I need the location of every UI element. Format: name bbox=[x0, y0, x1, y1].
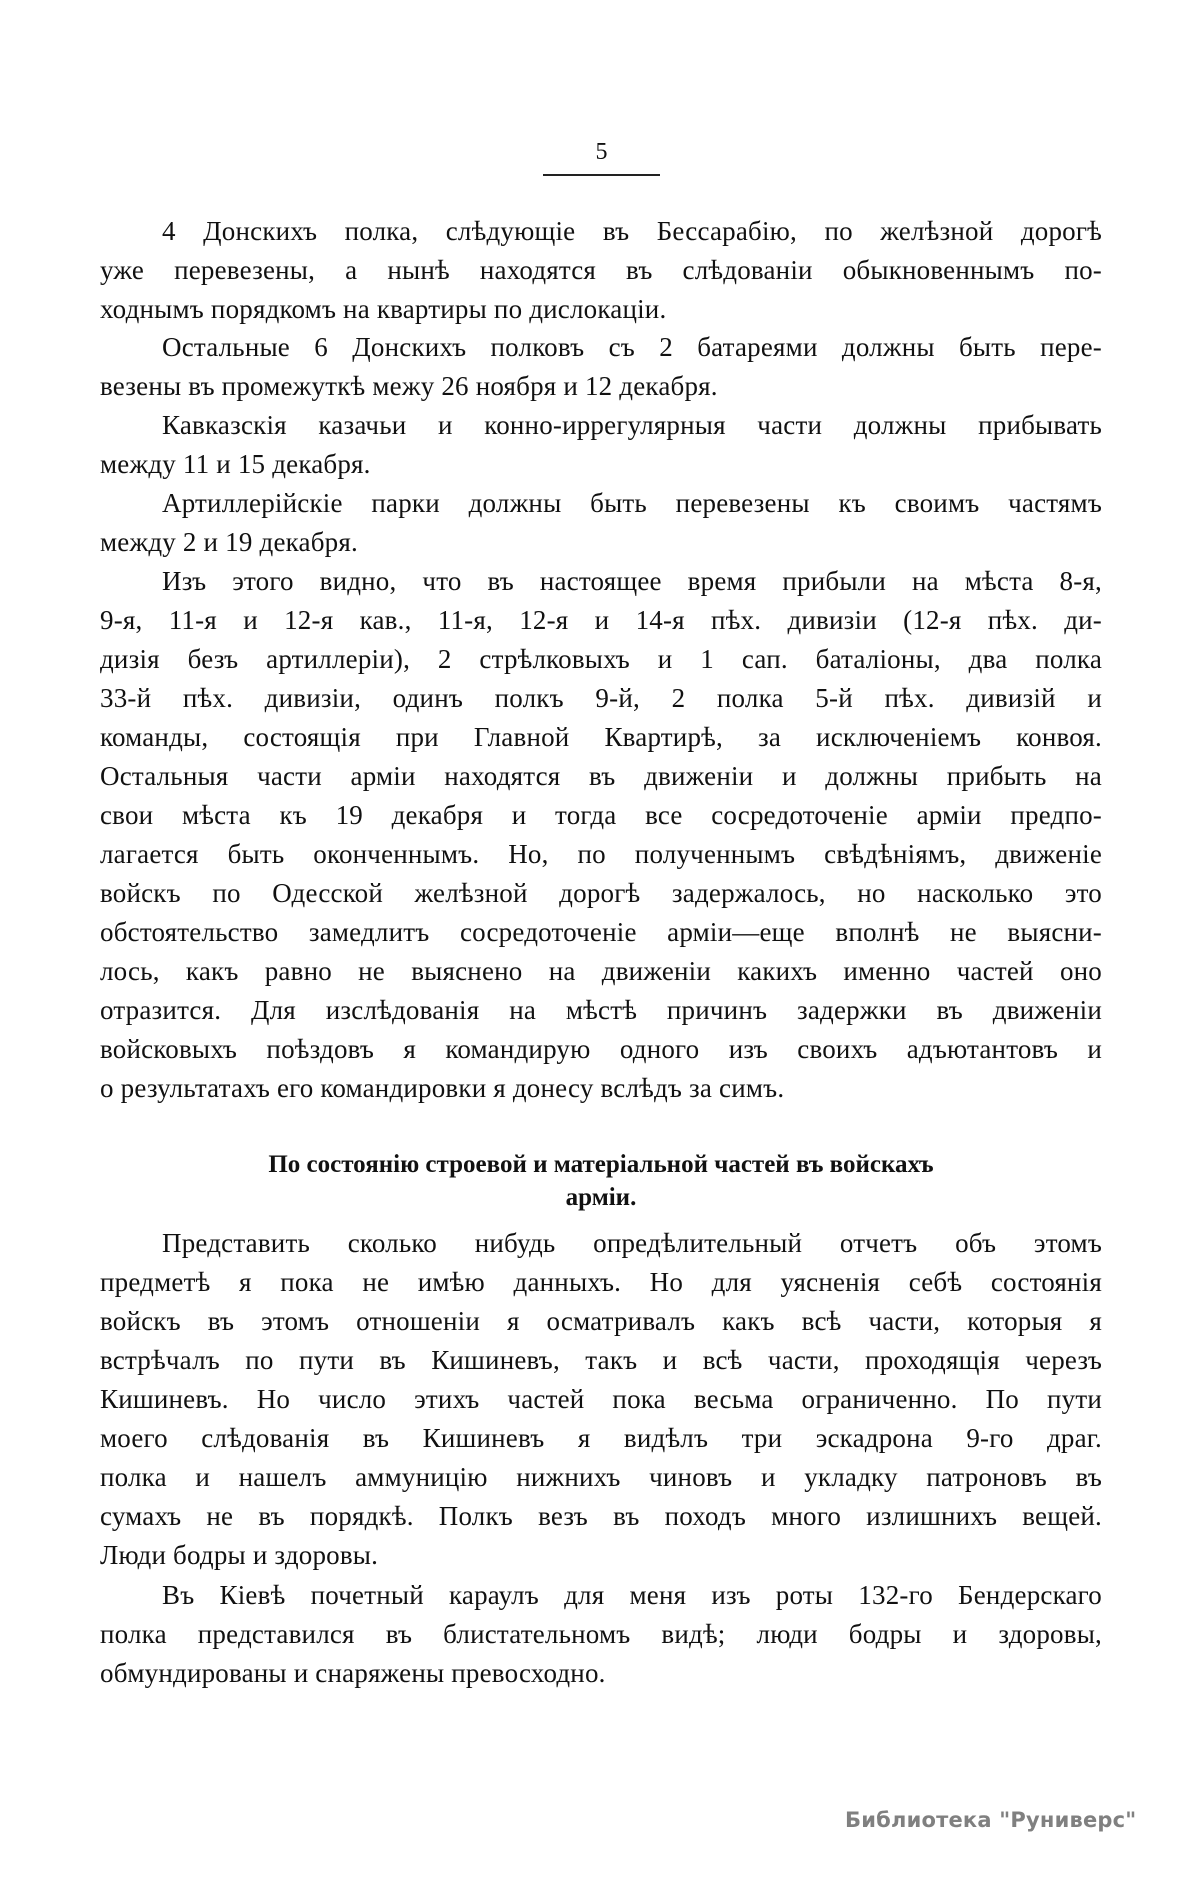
paragraph-4 bbox=[100, 484, 1102, 562]
text-line: 33-й пѣх. дивизіи, одинъ полкъ 9-й, 2 полка 5-й пѣх. дивизій и bbox=[100, 683, 1102, 713]
text-line: войскъ въ этомъ отношеніи я осматривалъ какъ всѣ части, которыя я bbox=[100, 1306, 1102, 1336]
paragraph-5 bbox=[100, 562, 1102, 1108]
paragraph-2 bbox=[100, 328, 1102, 406]
text-line: 9-я, 11-я и 12-я кав., 11-я, 12-я и 14-я пѣх. дивизіи (12-я пѣх. ди- bbox=[100, 605, 1102, 635]
text-line: обстоятельство замедлитъ сосредоточеніе арміи—еще вполнѣ не выясни- bbox=[100, 917, 1102, 947]
text-line: Изъ этого видно, что въ настоящее время прибыли на мѣста 8-я, bbox=[162, 566, 1102, 596]
text-line: о результатахъ его командировки я донесу вслѣдъ за симъ. bbox=[100, 1073, 785, 1103]
text-line: полка представился въ блистательномъ видѣ; люди бодры и здоровы, bbox=[100, 1619, 1102, 1649]
text-line: между 2 и 19 декабря. bbox=[100, 527, 358, 557]
section-heading-line: арміи. bbox=[565, 1184, 637, 1211]
paragraph-3 bbox=[100, 406, 1102, 484]
text-line: между 11 и 15 декабря. bbox=[100, 449, 371, 479]
paragraph-1 bbox=[100, 212, 1102, 329]
section-heading-line: По состоянію строевой и матеріальной частей въ войскахъ bbox=[268, 1151, 934, 1178]
text-line: команды, состоящія при Главной Квартирѣ, за исключеніемъ конвоя. bbox=[100, 722, 1102, 752]
text-line: Кавказскія казачьи и конно-иррегулярныя части должны прибывать bbox=[162, 410, 1102, 440]
text-line: Люди бодры и здоровы. bbox=[100, 1540, 379, 1570]
text-line: Остальныя части арміи находятся въ движеніи и должны прибыть на bbox=[100, 761, 1102, 791]
text-line: встрѣчалъ по пути въ Кишиневъ, такъ и всѣ части, проходящія черезъ bbox=[100, 1345, 1102, 1375]
page-number-rule bbox=[543, 174, 660, 176]
text-line: Въ Кіевѣ почетный караулъ для меня изъ роты 132-го Бендерскаго bbox=[162, 1580, 1102, 1610]
text-line: Кишиневъ. Но число этихъ частей пока весьма ограниченно. По пути bbox=[100, 1384, 1102, 1414]
text-line: войсковыхъ поѣздовъ я командирую одного изъ своихъ адъютантовъ и bbox=[100, 1034, 1102, 1064]
text-line: Артиллерійскіе парки должны быть перевезены къ своимъ частямъ bbox=[162, 488, 1102, 518]
library-watermark: Библиотека "Руниверс" bbox=[845, 1808, 1137, 1832]
text-line: дизія безъ артиллеріи), 2 стрѣлковыхъ и 1 сап. баталіоны, два полка bbox=[100, 644, 1102, 674]
text-line: Представить сколько нибудь опредѣлительный отчетъ объ этомъ bbox=[162, 1228, 1102, 1258]
paragraph-7 bbox=[100, 1576, 1102, 1693]
section-heading bbox=[100, 1148, 1102, 1214]
text-line: 4 Донскихъ полка, слѣдующіе въ Бессарабію, по желѣзной дорогѣ bbox=[162, 216, 1102, 246]
paragraph-6 bbox=[100, 1224, 1102, 1575]
text-line: отразится. Для изслѣдованія на мѣстѣ причинъ задержки въ движеніи bbox=[100, 995, 1102, 1025]
page-number: 5 bbox=[595, 139, 608, 165]
text-line: полка и нашелъ аммуницію нижнихъ чиновъ и укладку патроновъ въ bbox=[100, 1462, 1102, 1492]
text-line: сумахъ не въ порядкѣ. Полкъ везъ въ походъ много излишнихъ вещей. bbox=[100, 1501, 1102, 1531]
text-line: Остальные 6 Донскихъ полковъ съ 2 батареями должны быть пере- bbox=[162, 332, 1102, 362]
text-line: везены въ промежуткѣ межу 26 ноября и 12 декабря. bbox=[100, 371, 718, 401]
text-line: уже перевезены, а нынѣ находятся въ слѣдованіи обыкновеннымъ по- bbox=[100, 255, 1102, 285]
text-line: обмундированы и снаряжены превосходно. bbox=[100, 1658, 606, 1688]
text-line: моего слѣдованія въ Кишиневъ я видѣлъ три эскадрона 9-го драг. bbox=[100, 1423, 1102, 1453]
text-line: войскъ по Одесской желѣзной дорогѣ задержалось, но насколько это bbox=[100, 878, 1102, 908]
text-line: лось, какъ равно не выяснено на движеніи какихъ именно частей оно bbox=[100, 956, 1102, 986]
text-line: ходнымъ порядкомъ на квартиры по дислокаціи. bbox=[100, 294, 667, 324]
text-line: предметѣ я пока не имѣю данныхъ. Но для уясненія себѣ состоянія bbox=[100, 1267, 1102, 1297]
text-line: лагается быть оконченнымъ. Но, по полученнымъ свѣдѣніямъ, движеніе bbox=[100, 839, 1102, 869]
text-line: свои мѣста къ 19 декабря и тогда все сосредоточеніе арміи предпо- bbox=[100, 800, 1102, 830]
